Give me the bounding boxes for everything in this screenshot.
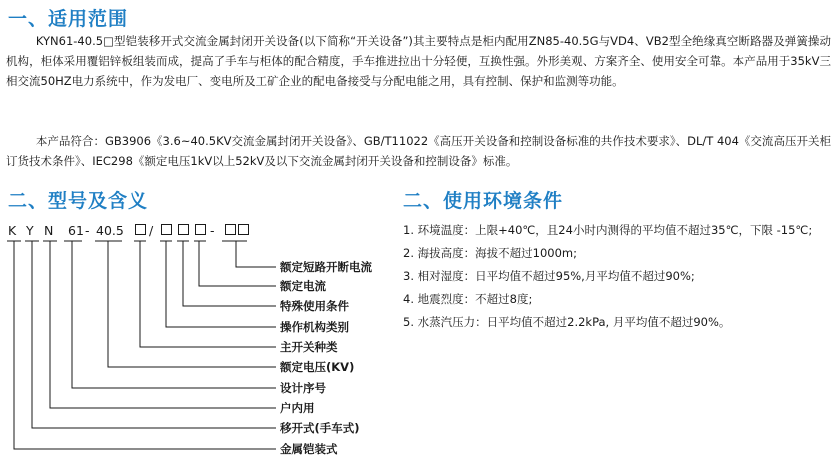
environment-item-temperature: 1. 环境温度：上限+40℃，且24小时内测得的平均值不超过35℃，下限 -15℃; bbox=[403, 223, 813, 237]
model-code-n: N bbox=[44, 223, 54, 238]
model-code-voltage: 40.5 bbox=[96, 223, 124, 238]
model-code-y: Y bbox=[26, 223, 34, 238]
section-title-model: 二、型号及含义 bbox=[8, 190, 149, 212]
section-title-scope: 一、适用范围 bbox=[8, 8, 129, 30]
section-title-environment: 二、使用环境条件 bbox=[403, 190, 564, 212]
model-label-withdrawable: 移开式(手车式) bbox=[280, 421, 360, 435]
environment-item-vapor-pressure: 5. 水蒸汽压力：日平均值不超过2.2kPa, 月平均值不超过90%。 bbox=[403, 315, 731, 329]
model-code-slash: / bbox=[149, 223, 154, 238]
model-label-breaking-current: 额定短路开断电流 bbox=[280, 260, 372, 274]
model-label-rated-voltage: 额定电压(KV) bbox=[280, 360, 355, 374]
environment-item-seismic: 4. 地震烈度：不超过8度; bbox=[403, 292, 533, 306]
model-label-special-conditions: 特殊使用条件 bbox=[280, 299, 349, 313]
model-label-rated-current: 额定电流 bbox=[280, 279, 326, 293]
model-label-metal-clad: 金属铠装式 bbox=[280, 442, 338, 456]
model-code-dash-1: - bbox=[85, 223, 90, 238]
scope-paragraph-1: KYN61-40.5□型铠装移开式交流金属封闭开关设备(以下简称“开关设备”)其主要特点是柜内配用ZN85-40.5G与VD4、VB2型全绝缘真空断路器及弹簧操动机构，柜体采用覆铝锌板组装而成，提高了手车与柜体的配合精度，手车推进拉出十分轻便，互换性强。外形美观、方案齐全、使用安全可靠。本产品用于35kV三相交流50HZ电力系统中，作为发电厂、变电所及工矿企业的配电备接受与分配电能之用，具有控制、保护和监测等功能。 bbox=[6, 34, 831, 88]
model-label-design-number: 设计序号 bbox=[280, 381, 326, 395]
model-code-dash-2: - bbox=[210, 223, 215, 238]
model-code-k: K bbox=[8, 223, 17, 238]
model-label-main-switch: 主开关种类 bbox=[280, 340, 338, 354]
model-label-indoor: 户内用 bbox=[280, 401, 315, 415]
environment-item-humidity: 3. 相对湿度：日平均值不超过95%,月平均值不超过90%; bbox=[403, 269, 695, 283]
model-label-mechanism-type: 操作机构类别 bbox=[280, 320, 349, 334]
environment-item-altitude: 2. 海拔高度：海拔不超过1000m; bbox=[403, 246, 577, 260]
model-code-design: 61 bbox=[68, 223, 84, 238]
scope-paragraph-2: 本产品符合：GB3906《3.6~40.5KV交流金属封闭开关设备》、GB/T11022《高压开关设备和控制设备标准的共作技术要求》、DL/T 404《交流高压开关柜订货技术条件》、IEC298《额定电压1kV以上52kV及以下交流金属封闭开关设备和控制设备》标准。 bbox=[6, 134, 831, 168]
